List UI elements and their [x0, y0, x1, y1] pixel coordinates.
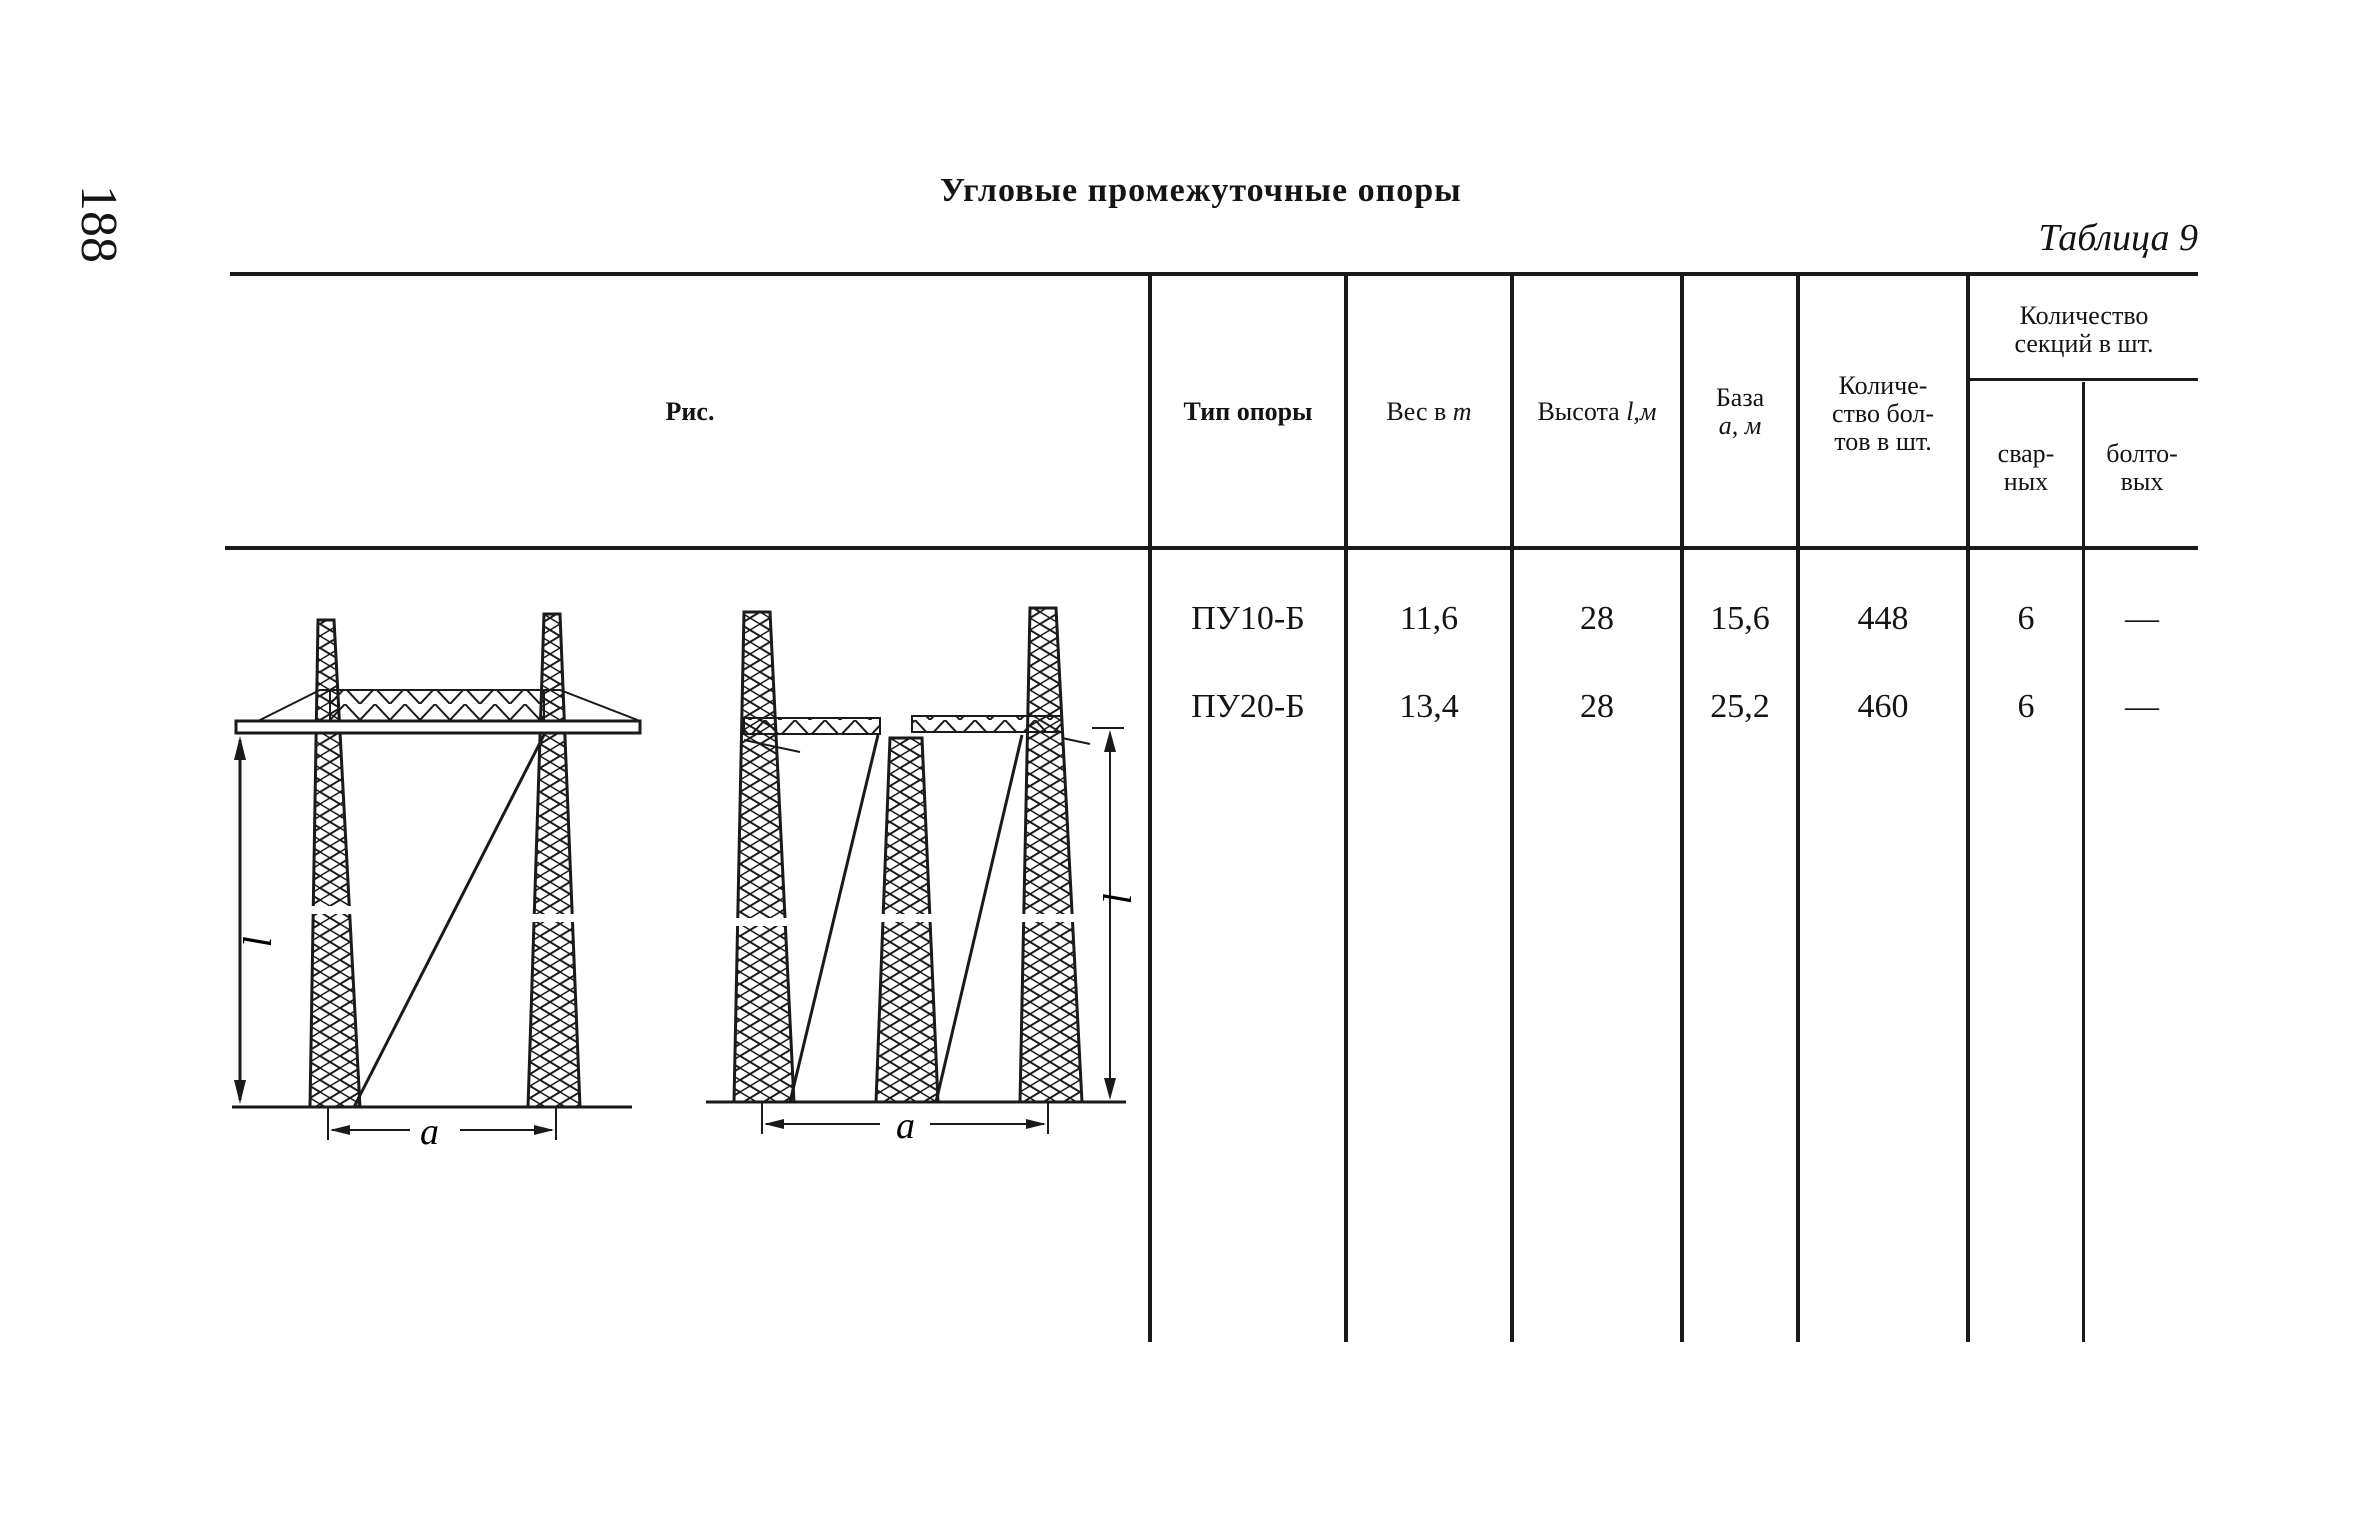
header-welded-line1: свар-: [1997, 439, 2055, 468]
header-sections-line2: секций в шт.: [2014, 329, 2154, 358]
header-weight-unit: т: [1452, 397, 1472, 426]
row2-type: ПУ20-Б: [1191, 688, 1305, 725]
header-bolted-line2: вых: [2120, 467, 2164, 496]
row1-welded: 6: [2017, 600, 2035, 637]
row1-weight: 11,6: [1399, 600, 1459, 637]
row2-bolts: 460: [1857, 688, 1909, 725]
row2-height: 28: [1580, 688, 1614, 725]
header-base-line1: База: [1715, 383, 1765, 412]
right-height-label: l: [1094, 892, 1139, 904]
row1-bolts: 448: [1857, 600, 1909, 637]
row2-welded: 6: [2017, 688, 2035, 725]
right-tower-leg-c: [1020, 608, 1082, 1102]
row1-type: ПУ10-Б: [1191, 600, 1305, 637]
header-base-line2: а, м: [1718, 411, 1762, 440]
header-bolts-line1: Количе-: [1838, 371, 1928, 400]
right-base-label: a: [896, 1105, 915, 1147]
page-title: Угловые промежуточные опоры: [940, 172, 1462, 209]
header-figure: Рис.: [665, 397, 715, 426]
header-bolts-line3: тов в шт.: [1834, 427, 1932, 456]
left-crossarm: [236, 721, 640, 733]
header-bolted-line1: болто-: [2106, 439, 2178, 468]
header-type: Тип опоры: [1183, 397, 1313, 426]
row2-base: 25,2: [1710, 688, 1770, 725]
row1-base: 15,6: [1710, 600, 1770, 637]
right-crossarm-left: [744, 718, 880, 734]
header-height-unit: l,м: [1626, 397, 1657, 426]
row2-weight: 13,4: [1399, 688, 1459, 725]
row2-bolted: —: [2125, 688, 2159, 725]
header-sections-line1: Количество: [2019, 301, 2149, 330]
header-height-prefix: Высота: [1537, 397, 1620, 426]
row1-height: 28: [1580, 600, 1614, 637]
left-tower-leg-b: [528, 614, 580, 1107]
right-tower-figure: [706, 608, 1126, 1134]
left-tower-figure: [232, 614, 640, 1140]
left-height-label: l: [234, 935, 279, 947]
header-welded-line2: ных: [2003, 467, 2049, 496]
page-number: 188: [70, 185, 127, 263]
header-bolts-line2: ство бол-: [1831, 399, 1935, 428]
right-crossarm-right: [912, 716, 1062, 732]
table-label: Таблица 9: [2038, 217, 2198, 259]
left-base-label: a: [420, 1111, 439, 1153]
header-weight-prefix: Вес в: [1386, 397, 1447, 426]
row1-bolted: —: [2125, 600, 2159, 637]
right-tower-leg-a: [734, 612, 794, 1102]
